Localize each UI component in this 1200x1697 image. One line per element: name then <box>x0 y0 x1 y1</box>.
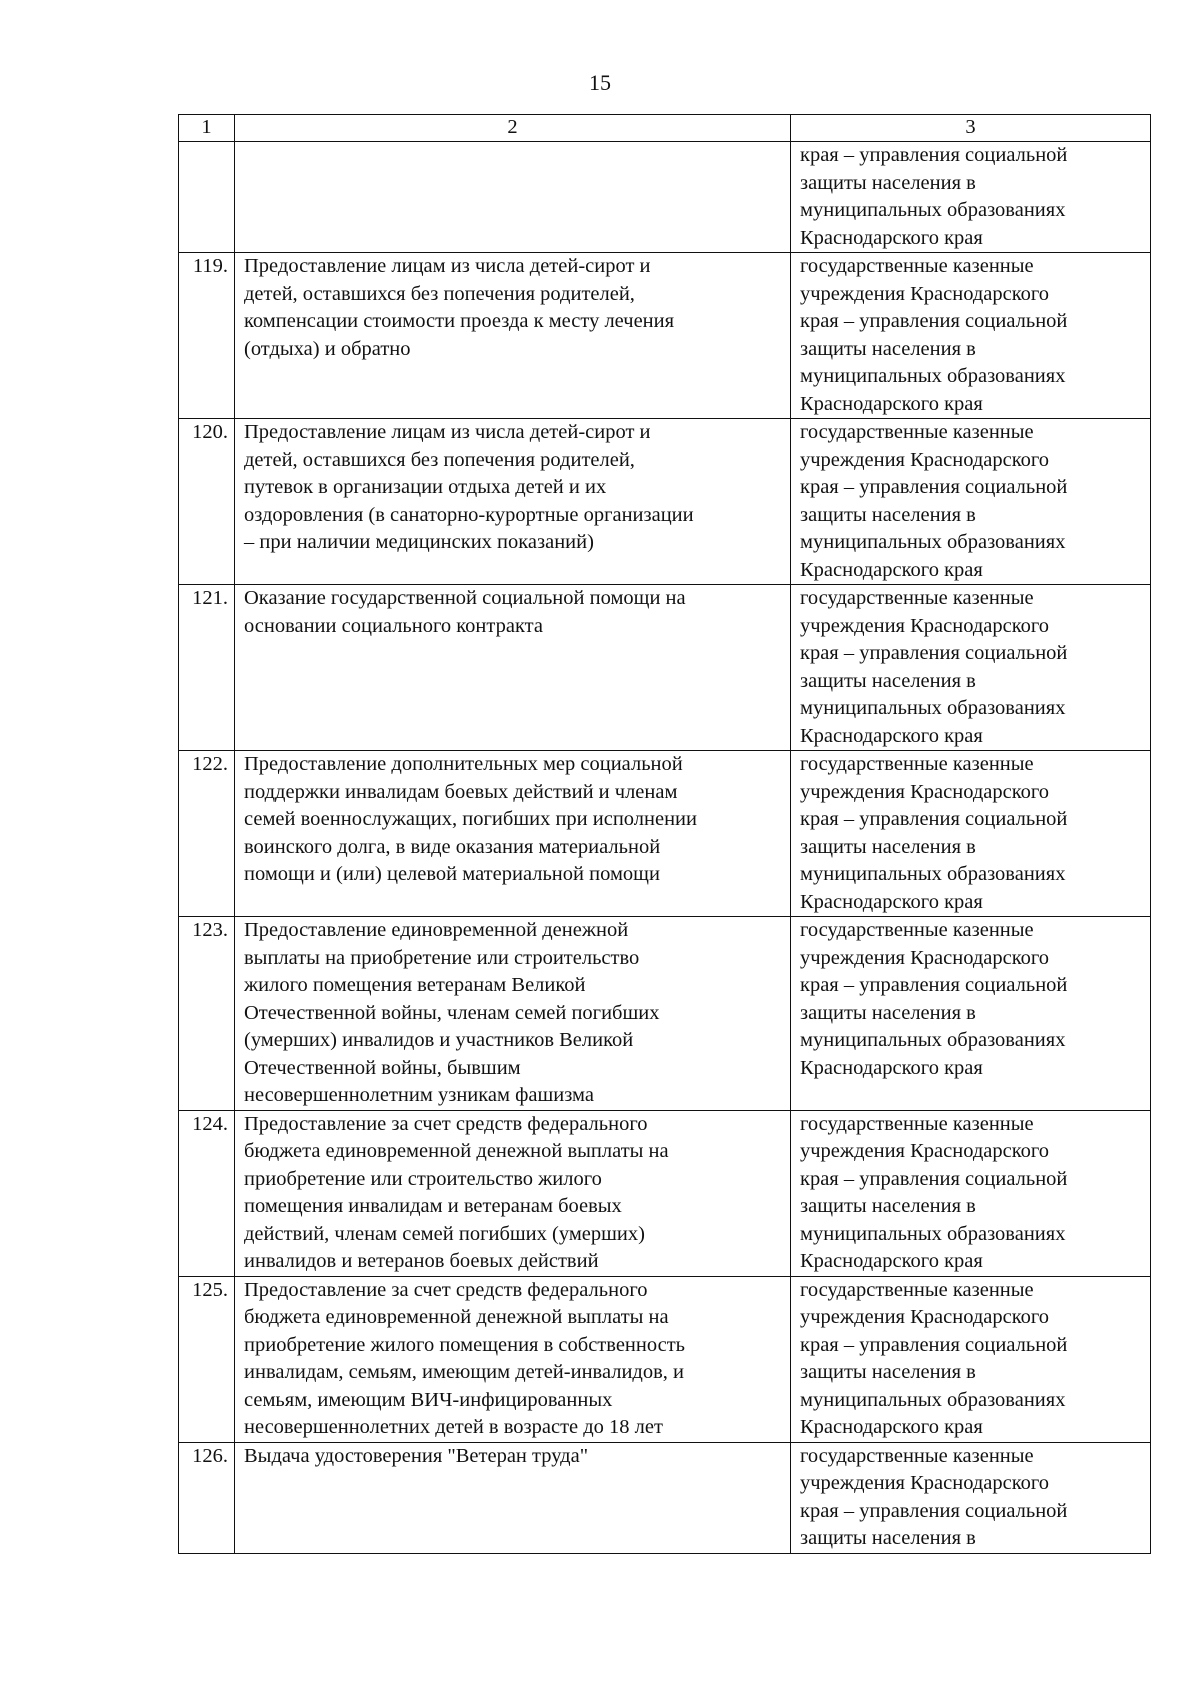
row-number: 125. <box>179 1276 235 1442</box>
row-number: 122. <box>179 751 235 917</box>
service-name: Предоставление дополнительных мер социальной поддержки инвалидам боевых действий и членам семей военнослужащих, погибших при исполнении воинского долга, в виде оказания материальной помощи и (или) целевой материальной помощи <box>235 751 791 917</box>
table-row <box>179 253 1151 419</box>
provider-name: государственные казенные учреждения Краснодарского края – управления социальной защиты населения в муниципальных образованиях Краснодарского края <box>791 585 1151 751</box>
table-row <box>179 751 1151 917</box>
table-row <box>179 142 1151 253</box>
provider-name: государственные казенные учреждения Краснодарского края – управления социальной защиты населения в муниципальных образованиях Краснодарского края <box>791 917 1151 1111</box>
service-name: Оказание государственной социальной помощи на основании социального контракта <box>235 585 791 751</box>
row-number: 119. <box>179 253 235 419</box>
row-number: 126. <box>179 1442 235 1553</box>
service-name <box>235 142 791 253</box>
service-name: Предоставление лицам из числа детей-сирот и детей, оставшихся без попечения родителей, компенсации стоимости проезда к месту лечения (отдыха) и обратно <box>235 253 791 419</box>
table-row <box>179 1110 1151 1276</box>
provider-name: государственные казенные учреждения Краснодарского края – управления социальной защиты населения в муниципальных образованиях Краснодарского края <box>791 751 1151 917</box>
service-name: Предоставление единовременной денежной выплаты на приобретение или строительство жилого помещения ветеранам Великой Отечественной войны, членам семей погибших (умерших) инвалидов и участников Великой Отечественной войны, бывшим несовершеннолетним узникам фашизма <box>235 917 791 1111</box>
table-row <box>179 1442 1151 1553</box>
provider-name: государственные казенные учреждения Краснодарского края – управления социальной защиты населения в <box>791 1442 1151 1553</box>
row-number: 124. <box>179 1110 235 1276</box>
row-number: 123. <box>179 917 235 1111</box>
provider-name: государственные казенные учреждения Краснодарского края – управления социальной защиты населения в муниципальных образованиях Краснодарского края <box>791 419 1151 585</box>
service-name: Выдача удостоверения "Ветеран труда" <box>235 1442 791 1553</box>
table-row <box>179 1276 1151 1442</box>
column-header-provider: 3 <box>791 115 1151 142</box>
row-number: 120. <box>179 419 235 585</box>
table-row <box>179 419 1151 585</box>
column-header-service: 2 <box>235 115 791 142</box>
table-row <box>179 917 1151 1111</box>
page-number: 15 <box>589 70 611 95</box>
provider-name: государственные казенные учреждения Краснодарского края – управления социальной защиты населения в муниципальных образованиях Краснодарского края <box>791 253 1151 419</box>
service-name: Предоставление лицам из числа детей-сирот и детей, оставшихся без попечения родителей, путевок в организации отдыха детей и их оздоровления (в санаторно-курортные организации – при наличии медицинских показаний) <box>235 419 791 585</box>
row-number: 121. <box>179 585 235 751</box>
services-table <box>178 114 1151 1554</box>
service-name: Предоставление за счет средств федерального бюджета единовременной денежной выплаты на приобретение жилого помещения в собственность инвалидам, семьям, имеющим детей-инвалидов, и семьям, имеющим ВИЧ-инфицированных несовершеннолетних детей в возрасте до 18 лет <box>235 1276 791 1442</box>
column-header-number: 1 <box>179 115 235 142</box>
provider-name: края – управления социальной защиты населения в муниципальных образованиях Краснодарского края <box>791 142 1151 253</box>
table-header-row <box>179 115 1151 142</box>
row-number <box>179 142 235 253</box>
service-name: Предоставление за счет средств федерального бюджета единовременной денежной выплаты на приобретение или строительство жилого помещения инвалидам и ветеранам боевых действий, членам семей погибших (умерших) инвалидов и ветеранов боевых действий <box>235 1110 791 1276</box>
table-row <box>179 585 1151 751</box>
provider-name: государственные казенные учреждения Краснодарского края – управления социальной защиты населения в муниципальных образованиях Краснодарского края <box>791 1276 1151 1442</box>
provider-name: государственные казенные учреждения Краснодарского края – управления социальной защиты населения в муниципальных образованиях Краснодарского края <box>791 1110 1151 1276</box>
